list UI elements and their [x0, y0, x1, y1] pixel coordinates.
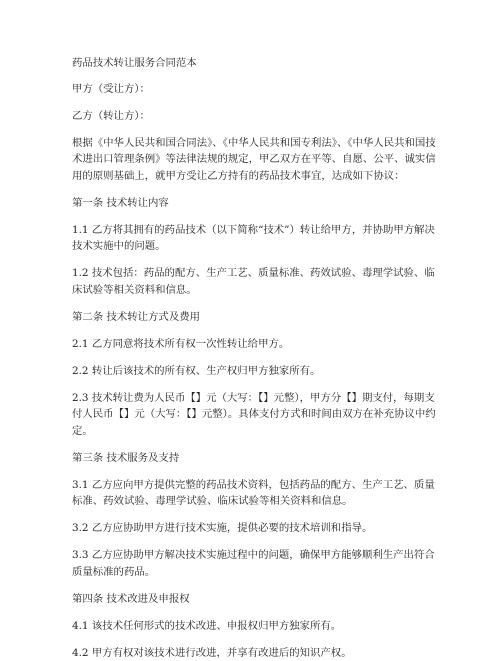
article-2-heading: 第二条 技术转让方式及费用 [72, 309, 442, 326]
article-1-heading: 第一条 技术转让内容 [72, 195, 442, 212]
article-2-3-paragraph: 2.3 技术转让费为人民币【】元（大写：【】元整），甲方分【】期支付，每期支付人民币【】元（大写：【】元整）。具体支付方式和时间由双方在补充协议中约定。 [72, 390, 442, 440]
party-a-line: 甲方（受让方）： [72, 81, 442, 98]
article-4-2-paragraph: 4.2 甲方有权对该技术进行改进，并享有改进后的知识产权。 [72, 645, 442, 661]
article-2-2-paragraph: 2.2 转让后该技术的所有权、生产权归甲方独家所有。 [72, 363, 442, 380]
article-3-2-paragraph: 3.2 乙方应协助甲方进行技术实施，提供必要的技术培训和指导。 [72, 520, 442, 537]
article-1-1-paragraph: 1.1 乙方将其拥有的药品技术（以下简称“技术”）转让给甲方，并协助甲方解决技术实施中的问题。 [72, 222, 442, 255]
article-2-1-paragraph: 2.1 乙方同意将技术所有权一次性转让给甲方。 [72, 336, 442, 353]
preamble-paragraph: 根据《中华人民共和国合同法》、《中华人民共和国专利法》、《中华人民共和国技术进出口管理条例》等法律法规的规定，甲乙双方在平等、自愿、公平、诚实信用的原则基础上，就甲方受让乙方持有的药品技术事宜，达成如下协议： [72, 135, 442, 185]
party-b-line: 乙方（转让方）： [72, 108, 442, 125]
article-3-3-paragraph: 3.3 乙方应协助甲方解决技术实施过程中的问题，确保甲方能够顺利生产出符合质量标准的药品。 [72, 547, 442, 580]
article-1-2-paragraph: 1.2 技术包括：药品的配方、生产工艺、质量标准、药效试验、毒理学试验、临床试验等相关资料和信息。 [72, 265, 442, 298]
article-4-heading: 第四条 技术改进及申报权 [72, 591, 442, 608]
document-title: 药品技术转让服务合同范本 [72, 55, 442, 72]
article-3-heading: 第三条 技术服务及支持 [72, 450, 442, 467]
article-4-1-paragraph: 4.1 该技术任何形式的技术改进、申报权归甲方独家所有。 [72, 618, 442, 635]
article-3-1-paragraph: 3.1 乙方应向甲方提供完整的药品技术资料，包括药品的配方、生产工艺、质量标准、药效试验、毒理学试验、临床试验等相关资料和信息。 [72, 477, 442, 510]
